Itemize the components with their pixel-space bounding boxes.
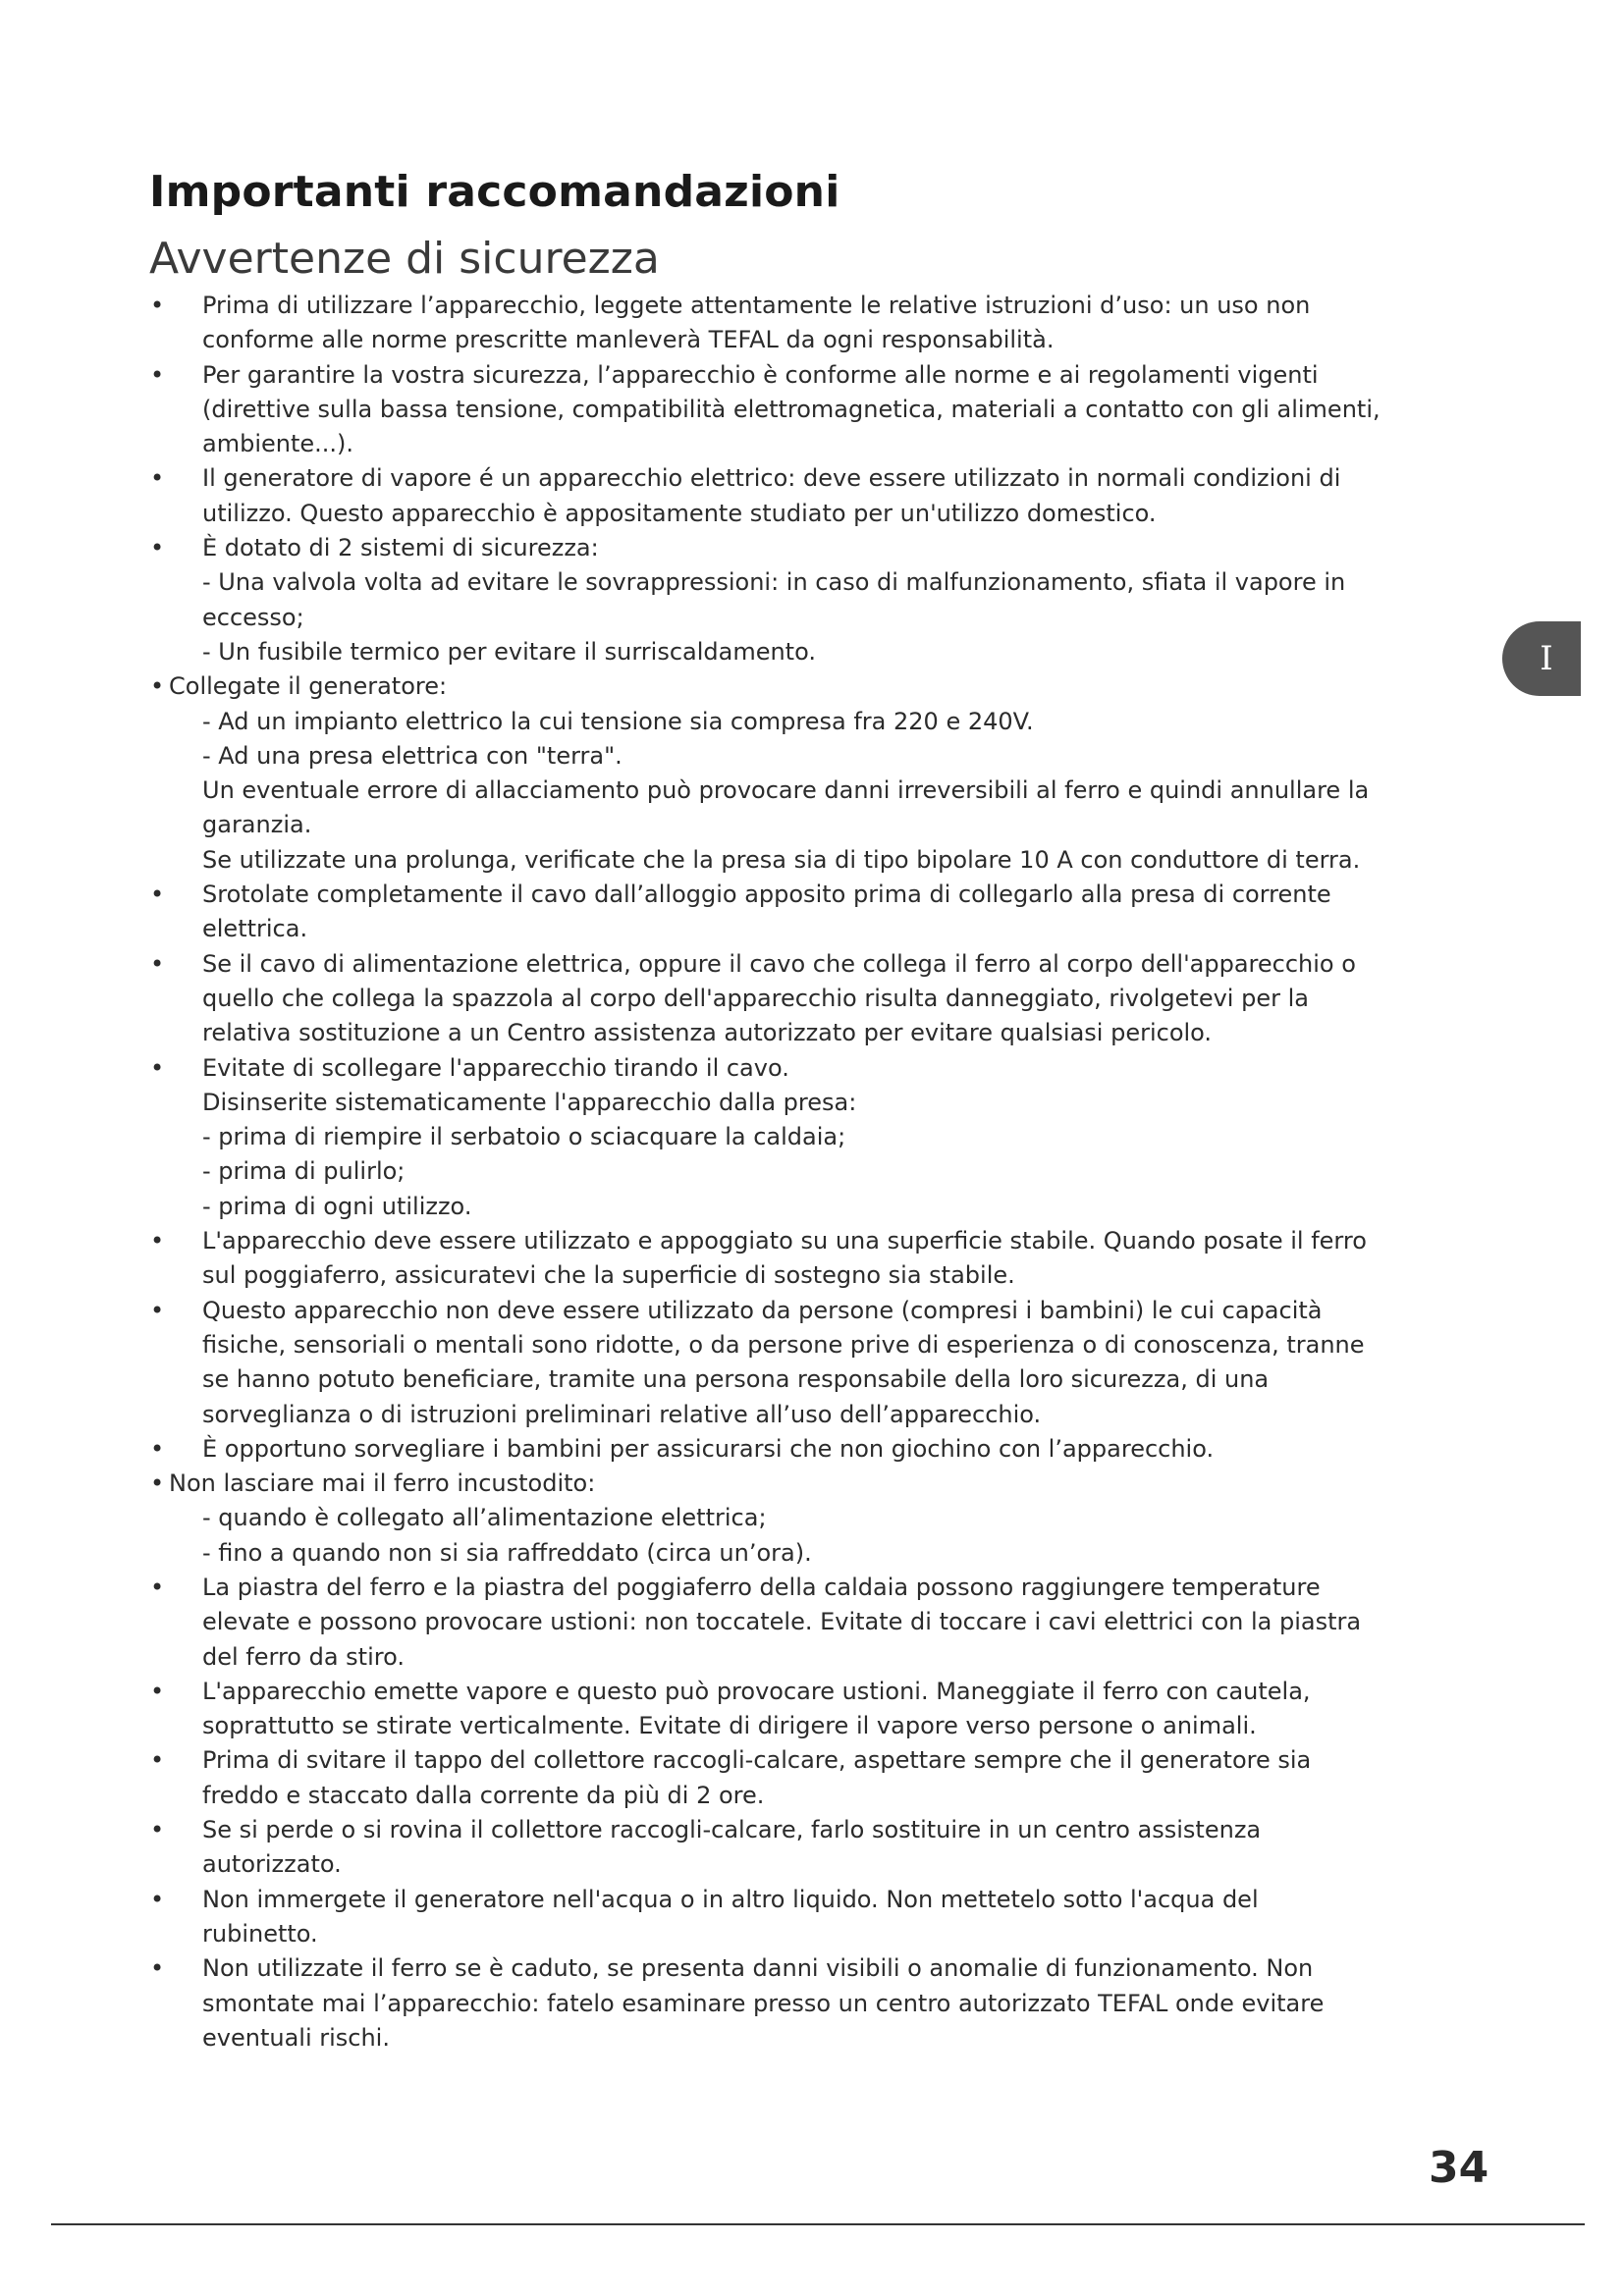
list-item-continuation: ambiente...).	[202, 430, 354, 458]
list-item: • Evitate di scollegare l'apparecchio tirando il cavo.	[149, 1051, 1489, 1086]
list-item-continuation: Se utilizzate una prolunga, verificate che la presa sia di tipo bipolare 10 A con conduttore di terra.	[202, 845, 1361, 874]
list-item-continuation: smontate mai l’apparecchio: fatelo esaminare presso un centro autorizzato TEFAL onde evitare	[202, 1989, 1325, 2017]
list-item-continuation: sorveglianza o di istruzioni preliminari relative all’uso dell’apparecchio.	[202, 1400, 1042, 1428]
sub-item: - Ad un impianto elettrico la cui tensione sia compresa fra 220 e 240V.	[202, 707, 1034, 735]
safety-warnings-list	[149, 289, 1489, 2056]
list-item: • Prima di utilizzare l’apparecchio, leggete attentamente le relative istruzioni d’uso: un uso non	[149, 289, 1489, 323]
list-item: • Per garantire la vostra sicurezza, l’apparecchio è conforme alle norme e ai regolamenti vigenti	[149, 358, 1489, 393]
sub-item: - Una valvola volta ad evitare le sovrappressioni: in caso di malfunzionamento, sfiata il vapore in	[202, 568, 1346, 597]
list-item-continuation: utilizzo. Questo apparecchio è appositamente studiato per un'utilizzo domestico.	[202, 499, 1157, 527]
list-item: • Se si perde o si rovina il collettore raccogli-calcare, farlo sostituire in un centro assistenza	[149, 1813, 1489, 1847]
sub-item: - quando è collegato all’alimentazione elettrica;	[202, 1504, 767, 1532]
sub-item: - prima di pulirlo;	[202, 1157, 406, 1186]
language-tab: I	[1502, 621, 1581, 696]
list-item: • Non lasciare mai il ferro incustodito:	[149, 1467, 1489, 1501]
footer-rule	[51, 2223, 1585, 2225]
list-item-continuation: fisiche, sensoriali o mentali sono ridotte, o da persone prive di esperienza o di conoscenza, tranne	[202, 1330, 1365, 1359]
list-item: • Non immergete il generatore nell'acqua o in altro liquido. Non mettetelo sotto l'acqua del	[149, 1883, 1489, 1917]
sub-item: - Un fusibile termico per evitare il surriscaldamento.	[202, 637, 816, 666]
list-item: • La piastra del ferro e la piastra del poggiaferro della caldaia possono raggiungere temperature	[149, 1571, 1489, 1605]
list-item-continuation: garanzia.	[202, 811, 312, 839]
page-number: 34	[1429, 2143, 1489, 2193]
page-title: Importanti raccomandazioni	[149, 167, 840, 217]
list-item-continuation: sul poggiaferro, assicuratevi che la superficie di sostegno sia stabile.	[202, 1261, 1015, 1290]
list-item: • L'apparecchio emette vapore e questo può provocare ustioni. Maneggiate il ferro con cautela,	[149, 1675, 1489, 1709]
sub-item: - Ad una presa elettrica con "terra".	[202, 741, 623, 770]
sub-item-continuation: eccesso;	[202, 603, 304, 631]
list-item-continuation: soprattutto se stirate verticalmente. Evitate di dirigere il vapore verso persone o animali.	[202, 1712, 1257, 1740]
list-item-continuation: elevate e possono provocare ustioni: non toccatele. Evitate di toccare i cavi elettrici con la piastra	[202, 1608, 1362, 1636]
list-item-continuation: elettrica.	[202, 915, 308, 943]
list-item-continuation: se hanno potuto beneficiare, tramite una persona responsabile della loro sicurezza, di una	[202, 1365, 1270, 1394]
list-item-continuation: Disinserite sistematicamente l'apparecchio dalla presa:	[202, 1088, 857, 1116]
list-item-continuation: autorizzato.	[202, 1850, 342, 1879]
list-item-continuation: rubinetto.	[202, 1919, 318, 1948]
list-item: • Non utilizzate il ferro se è caduto, se presenta danni visibili o anomalie di funzionamento. Non	[149, 1951, 1489, 1986]
list-item: • Collegate il generatore:	[149, 669, 1489, 704]
list-item: • È dotato di 2 sistemi di sicurezza:	[149, 531, 1489, 565]
list-item-continuation: eventuali rischi.	[202, 2023, 390, 2052]
list-item: • Srotolate completamente il cavo dall’alloggio apposito prima di collegarlo alla presa di corrente	[149, 878, 1489, 912]
sub-item: - fino a quando non si sia raffreddato (circa un’ora).	[202, 1538, 812, 1567]
list-item: • Se il cavo di alimentazione elettrica, oppure il cavo che collega il ferro al corpo dell'apparecchio o	[149, 947, 1489, 982]
list-item-continuation: quello che collega la spazzola al corpo dell'apparecchio risulta danneggiato, rivolgetevi per la	[202, 984, 1309, 1012]
list-item: • Questo apparecchio non deve essere utilizzato da persone (compresi i bambini) le cui capacità	[149, 1294, 1489, 1328]
list-item: • L'apparecchio deve essere utilizzato e appoggiato su una superficie stabile. Quando posate il ferro	[149, 1224, 1489, 1258]
section-subtitle: Avvertenze di sicurezza	[149, 234, 660, 284]
list-item-continuation: freddo e staccato dalla corrente da più di 2 ore.	[202, 1781, 765, 1809]
list-item-continuation: del ferro da stiro.	[202, 1642, 405, 1671]
list-item: • È opportuno sorvegliare i bambini per assicurarsi che non giochino con l’apparecchio.	[149, 1432, 1489, 1467]
list-item-continuation: relativa sostituzione a un Centro assistenza autorizzato per evitare qualsiasi pericolo.	[202, 1019, 1213, 1047]
list-item-continuation: Un eventuale errore di allacciamento può provocare danni irreversibili al ferro e quindi annullare la	[202, 776, 1370, 805]
sub-item: - prima di ogni utilizzo.	[202, 1192, 472, 1220]
list-item-continuation: (direttive sulla bassa tensione, compatibilità elettromagnetica, materiali a contatto con gli alimenti,	[202, 395, 1380, 423]
list-item: • Prima di svitare il tappo del collettore raccogli-calcare, aspettare sempre che il generatore sia	[149, 1743, 1489, 1778]
sub-item: - prima di riempire il serbatoio o sciacquare la caldaia;	[202, 1123, 846, 1151]
list-item: • Il generatore di vapore é un apparecchio elettrico: deve essere utilizzato in normali condizioni di	[149, 461, 1489, 496]
list-item-continuation: conforme alle norme prescritte manleverà TEFAL da ogni responsabilità.	[202, 326, 1055, 354]
